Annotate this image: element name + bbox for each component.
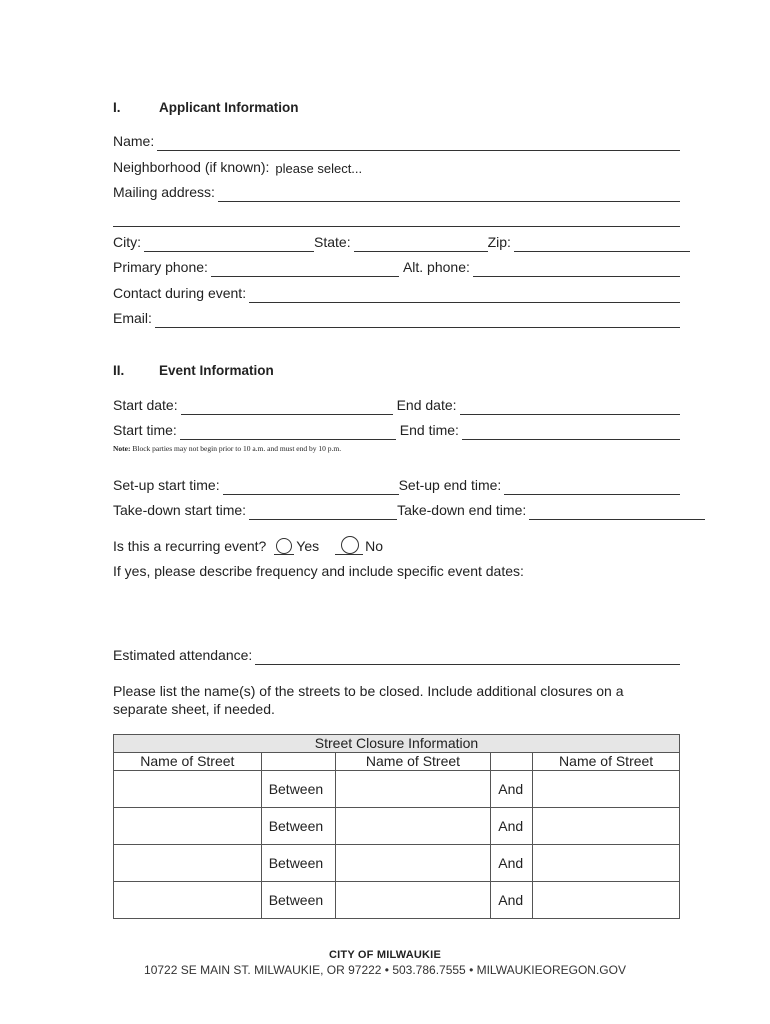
yes-label: Yes <box>296 537 320 554</box>
frequency-prompt: If yes, please describe frequency and include specific event dates: <box>113 563 524 579</box>
start-time-label: Start time: <box>113 422 177 438</box>
street-cell[interactable] <box>533 845 680 882</box>
alt-phone-label: Alt. phone: <box>402 259 470 275</box>
no-label: No <box>365 537 384 554</box>
neighborhood-label: Neighborhood (if known): <box>113 159 270 175</box>
yes-radio[interactable] <box>276 538 292 554</box>
setup-row <box>113 475 680 495</box>
mailing-row-2 <box>113 207 680 227</box>
email-row <box>113 308 680 328</box>
zip-label: Zip: <box>487 234 511 250</box>
section-2-number: II. <box>113 363 125 378</box>
street-cell[interactable] <box>533 771 680 808</box>
name-label: Name: <box>113 133 155 149</box>
col-blank-1 <box>261 753 335 771</box>
neighborhood-row <box>113 157 680 177</box>
primary-phone-field[interactable] <box>211 260 399 277</box>
col-street-3: Name of Street <box>533 753 680 771</box>
recurring-question: Is this a recurring event? <box>113 537 267 554</box>
yes-radio-wrap <box>274 536 294 555</box>
no-radio[interactable] <box>341 536 359 554</box>
setup-start-field[interactable] <box>223 478 399 495</box>
attendance-row <box>113 645 680 665</box>
city-field[interactable] <box>144 235 314 252</box>
start-date-label: Start date: <box>113 397 178 413</box>
and-label: And <box>491 882 533 919</box>
section-2-title: Event Information <box>159 363 274 378</box>
between-label: Between <box>261 882 335 919</box>
street-cell[interactable] <box>335 771 491 808</box>
contact-field[interactable] <box>249 286 680 303</box>
name-field[interactable] <box>157 134 680 151</box>
setup-end-field[interactable] <box>504 478 680 495</box>
email-label: Email: <box>113 310 152 326</box>
state-label: State: <box>314 234 351 250</box>
mailing-address-field-2[interactable] <box>113 210 680 227</box>
section-1-title: Applicant Information <box>159 100 299 115</box>
table-row <box>114 808 680 845</box>
contact-label: Contact during event: <box>113 285 247 301</box>
takedown-start-label: Take-down start time: <box>113 502 247 518</box>
street-cell[interactable] <box>114 845 262 882</box>
col-street-2: Name of Street <box>335 753 491 771</box>
table-title: Street Closure Information <box>114 735 680 753</box>
between-label: Between <box>261 845 335 882</box>
between-label: Between <box>261 808 335 845</box>
neighborhood-select[interactable]: please select... <box>275 161 363 176</box>
table-row <box>114 771 680 808</box>
city-state-zip-row <box>113 232 680 252</box>
street-closure-table <box>113 734 680 919</box>
zip-field[interactable] <box>514 235 690 252</box>
end-date-field[interactable] <box>460 398 680 415</box>
email-field[interactable] <box>155 311 680 328</box>
street-cell[interactable] <box>533 882 680 919</box>
attendance-field[interactable] <box>255 648 680 665</box>
and-label: And <box>491 845 533 882</box>
section-1-number: I. <box>113 100 121 115</box>
start-time-field[interactable] <box>180 423 396 440</box>
takedown-row <box>113 500 680 520</box>
street-cell[interactable] <box>114 882 262 919</box>
city-label: City: <box>113 234 141 250</box>
takedown-start-field[interactable] <box>249 503 397 520</box>
date-row <box>113 395 680 415</box>
col-street-1: Name of Street <box>114 753 262 771</box>
no-radio-wrap <box>335 536 363 555</box>
state-field[interactable] <box>354 235 488 252</box>
mailing-address-field[interactable] <box>218 185 680 202</box>
attendance-label: Estimated attendance: <box>113 647 253 663</box>
footer-org: CITY OF MILWAUKIE <box>329 949 441 961</box>
end-time-field[interactable] <box>462 423 680 440</box>
table-row <box>114 845 680 882</box>
street-cell[interactable] <box>114 771 262 808</box>
note-bold: Note: <box>113 444 131 453</box>
takedown-end-label: Take-down end time: <box>397 502 527 518</box>
contact-row <box>113 283 680 303</box>
street-cell[interactable] <box>114 808 262 845</box>
col-blank-2 <box>491 753 533 771</box>
alt-phone-field[interactable] <box>473 260 680 277</box>
and-label: And <box>491 771 533 808</box>
end-date-label: End date: <box>396 397 457 413</box>
note-text: Block parties may not begin prior to 10 a.m. and must end by 10 p.m. <box>130 444 342 453</box>
table-row <box>114 882 680 919</box>
street-cell[interactable] <box>335 882 491 919</box>
time-note <box>113 444 341 453</box>
and-label: And <box>491 808 533 845</box>
end-time-label: End time: <box>399 422 459 438</box>
phone-row <box>113 257 680 277</box>
frequency-field[interactable] <box>113 584 684 642</box>
street-cell[interactable] <box>533 808 680 845</box>
takedown-end-field[interactable] <box>529 503 705 520</box>
primary-phone-label: Primary phone: <box>113 259 208 275</box>
streets-prompt-line-1: Please list the name(s) of the streets to be closed. Include additional closures on a <box>113 683 624 699</box>
street-cell[interactable] <box>335 808 491 845</box>
setup-end-label: Set-up end time: <box>398 477 502 493</box>
mailing-address-label: Mailing address: <box>113 184 215 200</box>
footer-address: 10722 SE MAIN ST. MILWAUKIE, OR 97222 • 503.786.7555 • MILWAUKIEOREGON.GOV <box>144 963 626 977</box>
streets-prompt <box>113 682 624 718</box>
name-row <box>113 131 680 151</box>
between-label: Between <box>261 771 335 808</box>
mailing-row <box>113 182 680 202</box>
start-date-field[interactable] <box>181 398 393 415</box>
recurring-row <box>113 536 383 555</box>
setup-start-label: Set-up start time: <box>113 477 220 493</box>
time-row <box>113 420 680 440</box>
streets-prompt-line-2: separate sheet, if needed. <box>113 701 275 717</box>
street-cell[interactable] <box>335 845 491 882</box>
